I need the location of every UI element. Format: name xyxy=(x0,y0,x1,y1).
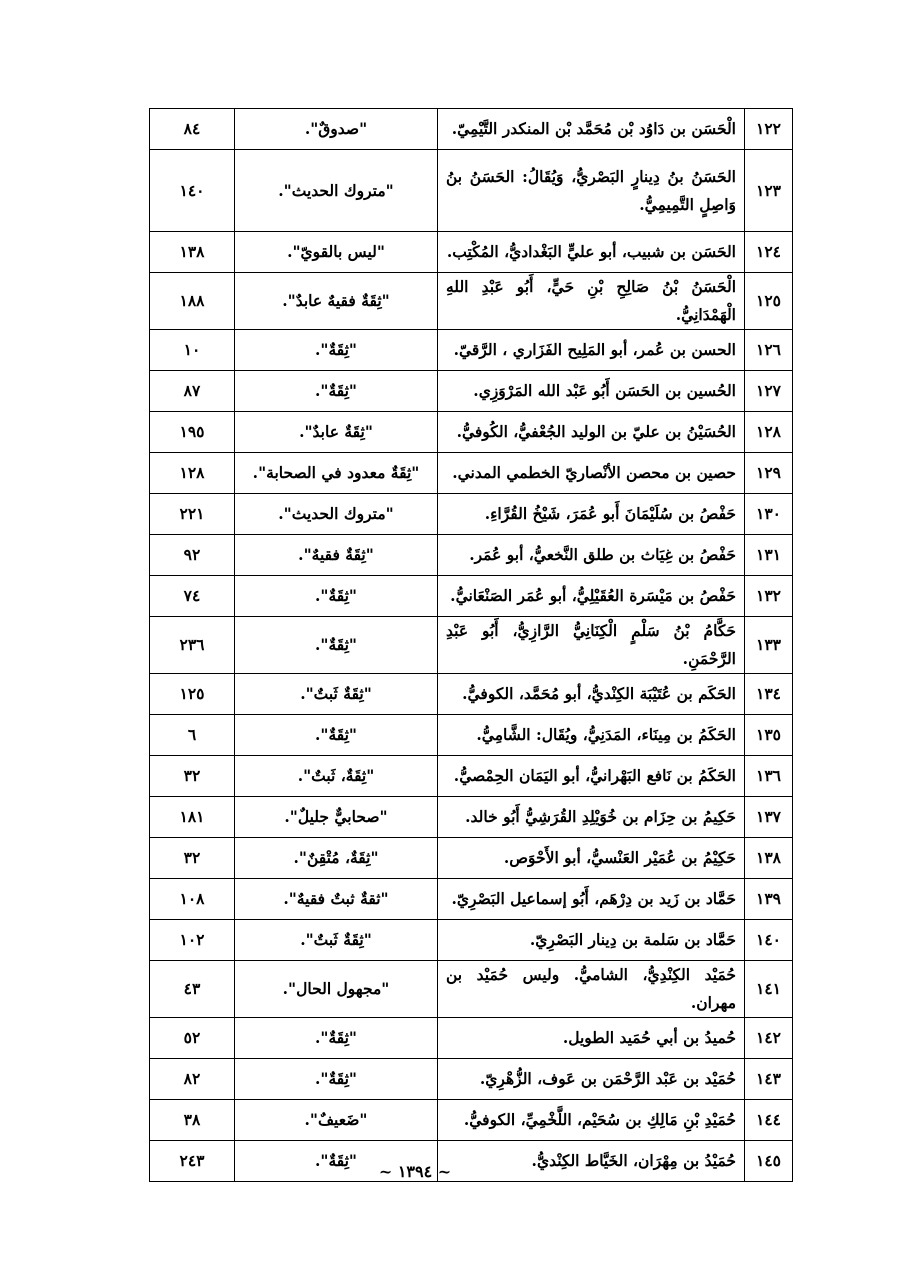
narrator-name: حُميدُ بن أبي حُمَيد الطويل. xyxy=(438,1018,745,1059)
table-row xyxy=(150,961,793,1018)
reference-number: ١٠٨ xyxy=(150,879,235,920)
reference-number: ٢٣٦ xyxy=(150,617,235,674)
narrator-name: حُمَيْد بن عَبْد الرَّحْمَن بن عَوف، الزُّهْرِيّ. xyxy=(438,1059,745,1100)
table-row xyxy=(150,674,793,715)
narrator-grade: "متروك الحديث". xyxy=(235,494,438,535)
table-row xyxy=(150,453,793,494)
narrator-name: حَفْصُ بن سُلَيْمَانَ أَبو عُمَرَ، شَيْخُ القُرَّاءِ. xyxy=(438,494,745,535)
entry-number: ١٢٥ xyxy=(745,273,793,330)
entry-number: ١٢٩ xyxy=(745,453,793,494)
table-body xyxy=(150,109,793,1182)
entry-number: ١٣٥ xyxy=(745,715,793,756)
narrator-name: حُمَيْد الكِنْدِيُّ، الشاميُّ. وليس حُمَيْد بن مهران. xyxy=(438,961,745,1018)
narrator-grade: "ثِقَةٌ". xyxy=(235,1018,438,1059)
entry-number: ١٤٢ xyxy=(745,1018,793,1059)
page-number: ~ ١٣٩٤ ~ xyxy=(378,1162,452,1181)
narrator-grade: "ثِقَةٌ". xyxy=(235,715,438,756)
entry-number: ١٢٦ xyxy=(745,330,793,371)
narrator-grade: "ثِقَةٌ معدود في الصحابة". xyxy=(235,453,438,494)
reference-number: ٣٨ xyxy=(150,1100,235,1141)
table-row xyxy=(150,412,793,453)
narrator-name: الحَكَمُ بن نَافع البَهْرانيُّ، أبو اليَمَان الحِمْصيُّ. xyxy=(438,756,745,797)
narrator-grade: "ثِقَةٌ". xyxy=(235,330,438,371)
narrator-grade: "ثِقَةٌ ثَبتٌ". xyxy=(235,920,438,961)
narrator-name: الحَكَم بن عُتَيْبَة الكِنْديُّ، أبو مُحَمَّد، الكوفيُّ. xyxy=(438,674,745,715)
reference-number: ٧٤ xyxy=(150,576,235,617)
narrator-grade: "صحابيٌّ جليلٌ". xyxy=(235,797,438,838)
table-row xyxy=(150,797,793,838)
reference-number: ٨٧ xyxy=(150,371,235,412)
narrator-grade: "ثِقَةٌ فقيهٌ عابدٌ". xyxy=(235,273,438,330)
reference-number: ٩٢ xyxy=(150,535,235,576)
narrator-grade: "ليس بالقويّ". xyxy=(235,232,438,273)
narrator-grade: "ثِقَةٌ". xyxy=(235,1141,438,1182)
table-row xyxy=(150,535,793,576)
table-row xyxy=(150,879,793,920)
narrator-name: الحَسَن بن شبيب، أبو عليٍّ البَغْداديُّ، المُكْتِب. xyxy=(438,232,745,273)
entry-number: ١٣٣ xyxy=(745,617,793,674)
narrator-grade: "ثِقَةٌ فقيهٌ". xyxy=(235,535,438,576)
entry-number: ١٣١ xyxy=(745,535,793,576)
table-row xyxy=(150,576,793,617)
entry-number: ١٣٩ xyxy=(745,879,793,920)
narrator-name: الحَكَمُ بن مِينَاء، المَدَنِيُّ، ويُقَال: الشَّامِيُّ. xyxy=(438,715,745,756)
narrator-name: حُمَيْدُ بن مِهْرَان، الخَيَّاط الكِنْديُّ. xyxy=(438,1141,745,1182)
table-row xyxy=(150,920,793,961)
reference-number: ٦ xyxy=(150,715,235,756)
entry-number: ١٤٣ xyxy=(745,1059,793,1100)
reference-number: ١٠٢ xyxy=(150,920,235,961)
entry-number: ١٢٤ xyxy=(745,232,793,273)
table-row xyxy=(150,273,793,330)
entry-number: ١٢٣ xyxy=(745,150,793,232)
reference-number: ١٢٨ xyxy=(150,453,235,494)
narrator-name: الحُسين بن الحَسَن أَبُو عَبْد الله المَرْوَزِي. xyxy=(438,371,745,412)
narrators-table xyxy=(149,108,793,1182)
entry-number: ١٣٤ xyxy=(745,674,793,715)
entry-number: ١٤١ xyxy=(745,961,793,1018)
reference-number: ٥٢ xyxy=(150,1018,235,1059)
narrator-name: حَكَّامُ بْنُ سَلْمٍ الْكِنَانِيُّ الرَّازِيُّ، أَبُو عَبْدِ الرَّحْمَنِ. xyxy=(438,617,745,674)
reference-number: ٣٢ xyxy=(150,838,235,879)
reference-number: ٢٤٣ xyxy=(150,1141,235,1182)
table-row xyxy=(150,838,793,879)
narrator-grade: "ثِقَةٌ". xyxy=(235,371,438,412)
narrator-name: حَكِيمُ بن حِزَام بن خُوَيْلِدِ القُرَشِيُّ أَبُو خالد. xyxy=(438,797,745,838)
reference-number: ١٤٠ xyxy=(150,150,235,232)
narrator-name: حصين بن محصن الأنْصاريّ الخطمي المدني. xyxy=(438,453,745,494)
entry-number: ١٣٨ xyxy=(745,838,793,879)
narrator-name: حَفْصُ بن مَيْسَرة العُقَيْلِيُّ، أبو عُمَر الصَنْعَانيُّ. xyxy=(438,576,745,617)
reference-number: ١٣٨ xyxy=(150,232,235,273)
entry-number: ١٢٨ xyxy=(745,412,793,453)
narrator-name: الْحَسَن بن دَاوُد بْن مُحَمَّد بْن المنكدر التَّيْمِيّ. xyxy=(438,109,745,150)
table-row xyxy=(150,756,793,797)
reference-number: ١٢٥ xyxy=(150,674,235,715)
narrator-grade: "متروك الحديث". xyxy=(235,150,438,232)
narrator-grade: "ضَعيفٌ". xyxy=(235,1100,438,1141)
table-row xyxy=(150,150,793,232)
table-row xyxy=(150,715,793,756)
narrator-grade: "صدوقٌ". xyxy=(235,109,438,150)
entry-number: ١٢٧ xyxy=(745,371,793,412)
narrator-grade: "مجهول الحال". xyxy=(235,961,438,1018)
table-row xyxy=(150,1018,793,1059)
entry-number: ١٣٦ xyxy=(745,756,793,797)
narrator-grade: "ثقةٌ ثبتٌ فقيهٌ". xyxy=(235,879,438,920)
table-row xyxy=(150,330,793,371)
table-row xyxy=(150,617,793,674)
table-row xyxy=(150,494,793,535)
narrator-name: الْحَسَنُ بْنُ صَالِحِ بْنِ حَيٍّ، أَبُو عَبْدِ اللهِ الْهَمْدَانِيُّ. xyxy=(438,273,745,330)
reference-number: ٤٣ xyxy=(150,961,235,1018)
table-row xyxy=(150,371,793,412)
narrator-grade: "ثِقَةٌ عابدٌ". xyxy=(235,412,438,453)
table-row xyxy=(150,232,793,273)
narrator-grade: "ثِقَةٌ ثَبتٌ". xyxy=(235,674,438,715)
narrator-name: حُمَيْدِ بْنِ مَالِكِ بن سُحَيْم، اللَّخْمِيِّ، الكوفيُّ. xyxy=(438,1100,745,1141)
narrator-name: الحَسَنُ بنُ دِينارٍ البَصْريُّ، وَيُقَالُ: الحَسَنُ بنُ وَاصِلٍ التَّمِيمِيُّ. xyxy=(438,150,745,232)
reference-number: ٨٢ xyxy=(150,1059,235,1100)
entry-number: ١٣٧ xyxy=(745,797,793,838)
narrator-name: حَمَّاد بن سَلمة بن دِينار البَصْرِيّ. xyxy=(438,920,745,961)
narrator-name: الحُسَيْنُ بن عليّ بن الوليد الجُعْفيُّ، الكُوفيُّ. xyxy=(438,412,745,453)
table-row xyxy=(150,1059,793,1100)
narrator-grade: "ثِقَةٌ". xyxy=(235,576,438,617)
narrator-name: حَكِيْمُ بن عُمَيْر العَنْسيُّ، أبو الأَحْوَص. xyxy=(438,838,745,879)
reference-number: ٣٢ xyxy=(150,756,235,797)
reference-number: ١٨٨ xyxy=(150,273,235,330)
reference-number: ٢٢١ xyxy=(150,494,235,535)
reference-number: ١٩٥ xyxy=(150,412,235,453)
entry-number: ١٤٠ xyxy=(745,920,793,961)
entry-number: ١٤٥ xyxy=(745,1141,793,1182)
narrator-grade: "ثِقَةٌ". xyxy=(235,1059,438,1100)
narrator-grade: "ثِقَةٌ". xyxy=(235,617,438,674)
narrator-name: حَفْصُ بن غِيَاث بن طلق النَّخعيُّ، أبو عُمَر. xyxy=(438,535,745,576)
entry-number: ١٣٠ xyxy=(745,494,793,535)
reference-number: ٨٤ xyxy=(150,109,235,150)
narrator-name: الحسن بن عُمر، أبو المَلِيح الفَزَاري ، الرَّقيّ. xyxy=(438,330,745,371)
reference-number: ١٠ xyxy=(150,330,235,371)
entry-number: ١٤٤ xyxy=(745,1100,793,1141)
entry-number: ١٢٢ xyxy=(745,109,793,150)
table-row xyxy=(150,109,793,150)
narrator-grade: "ثِقَةٌ، ثَبتٌ". xyxy=(235,756,438,797)
narrator-name: حَمَّاد بن زَيد بن دِرْهَم، أَبُو إسماعيل البَصْرِيّ. xyxy=(438,879,745,920)
reference-number: ١٨١ xyxy=(150,797,235,838)
entry-number: ١٣٢ xyxy=(745,576,793,617)
narrator-grade: "ثِقَةٌ، مُتْقِنٌ". xyxy=(235,838,438,879)
table-row xyxy=(150,1100,793,1141)
